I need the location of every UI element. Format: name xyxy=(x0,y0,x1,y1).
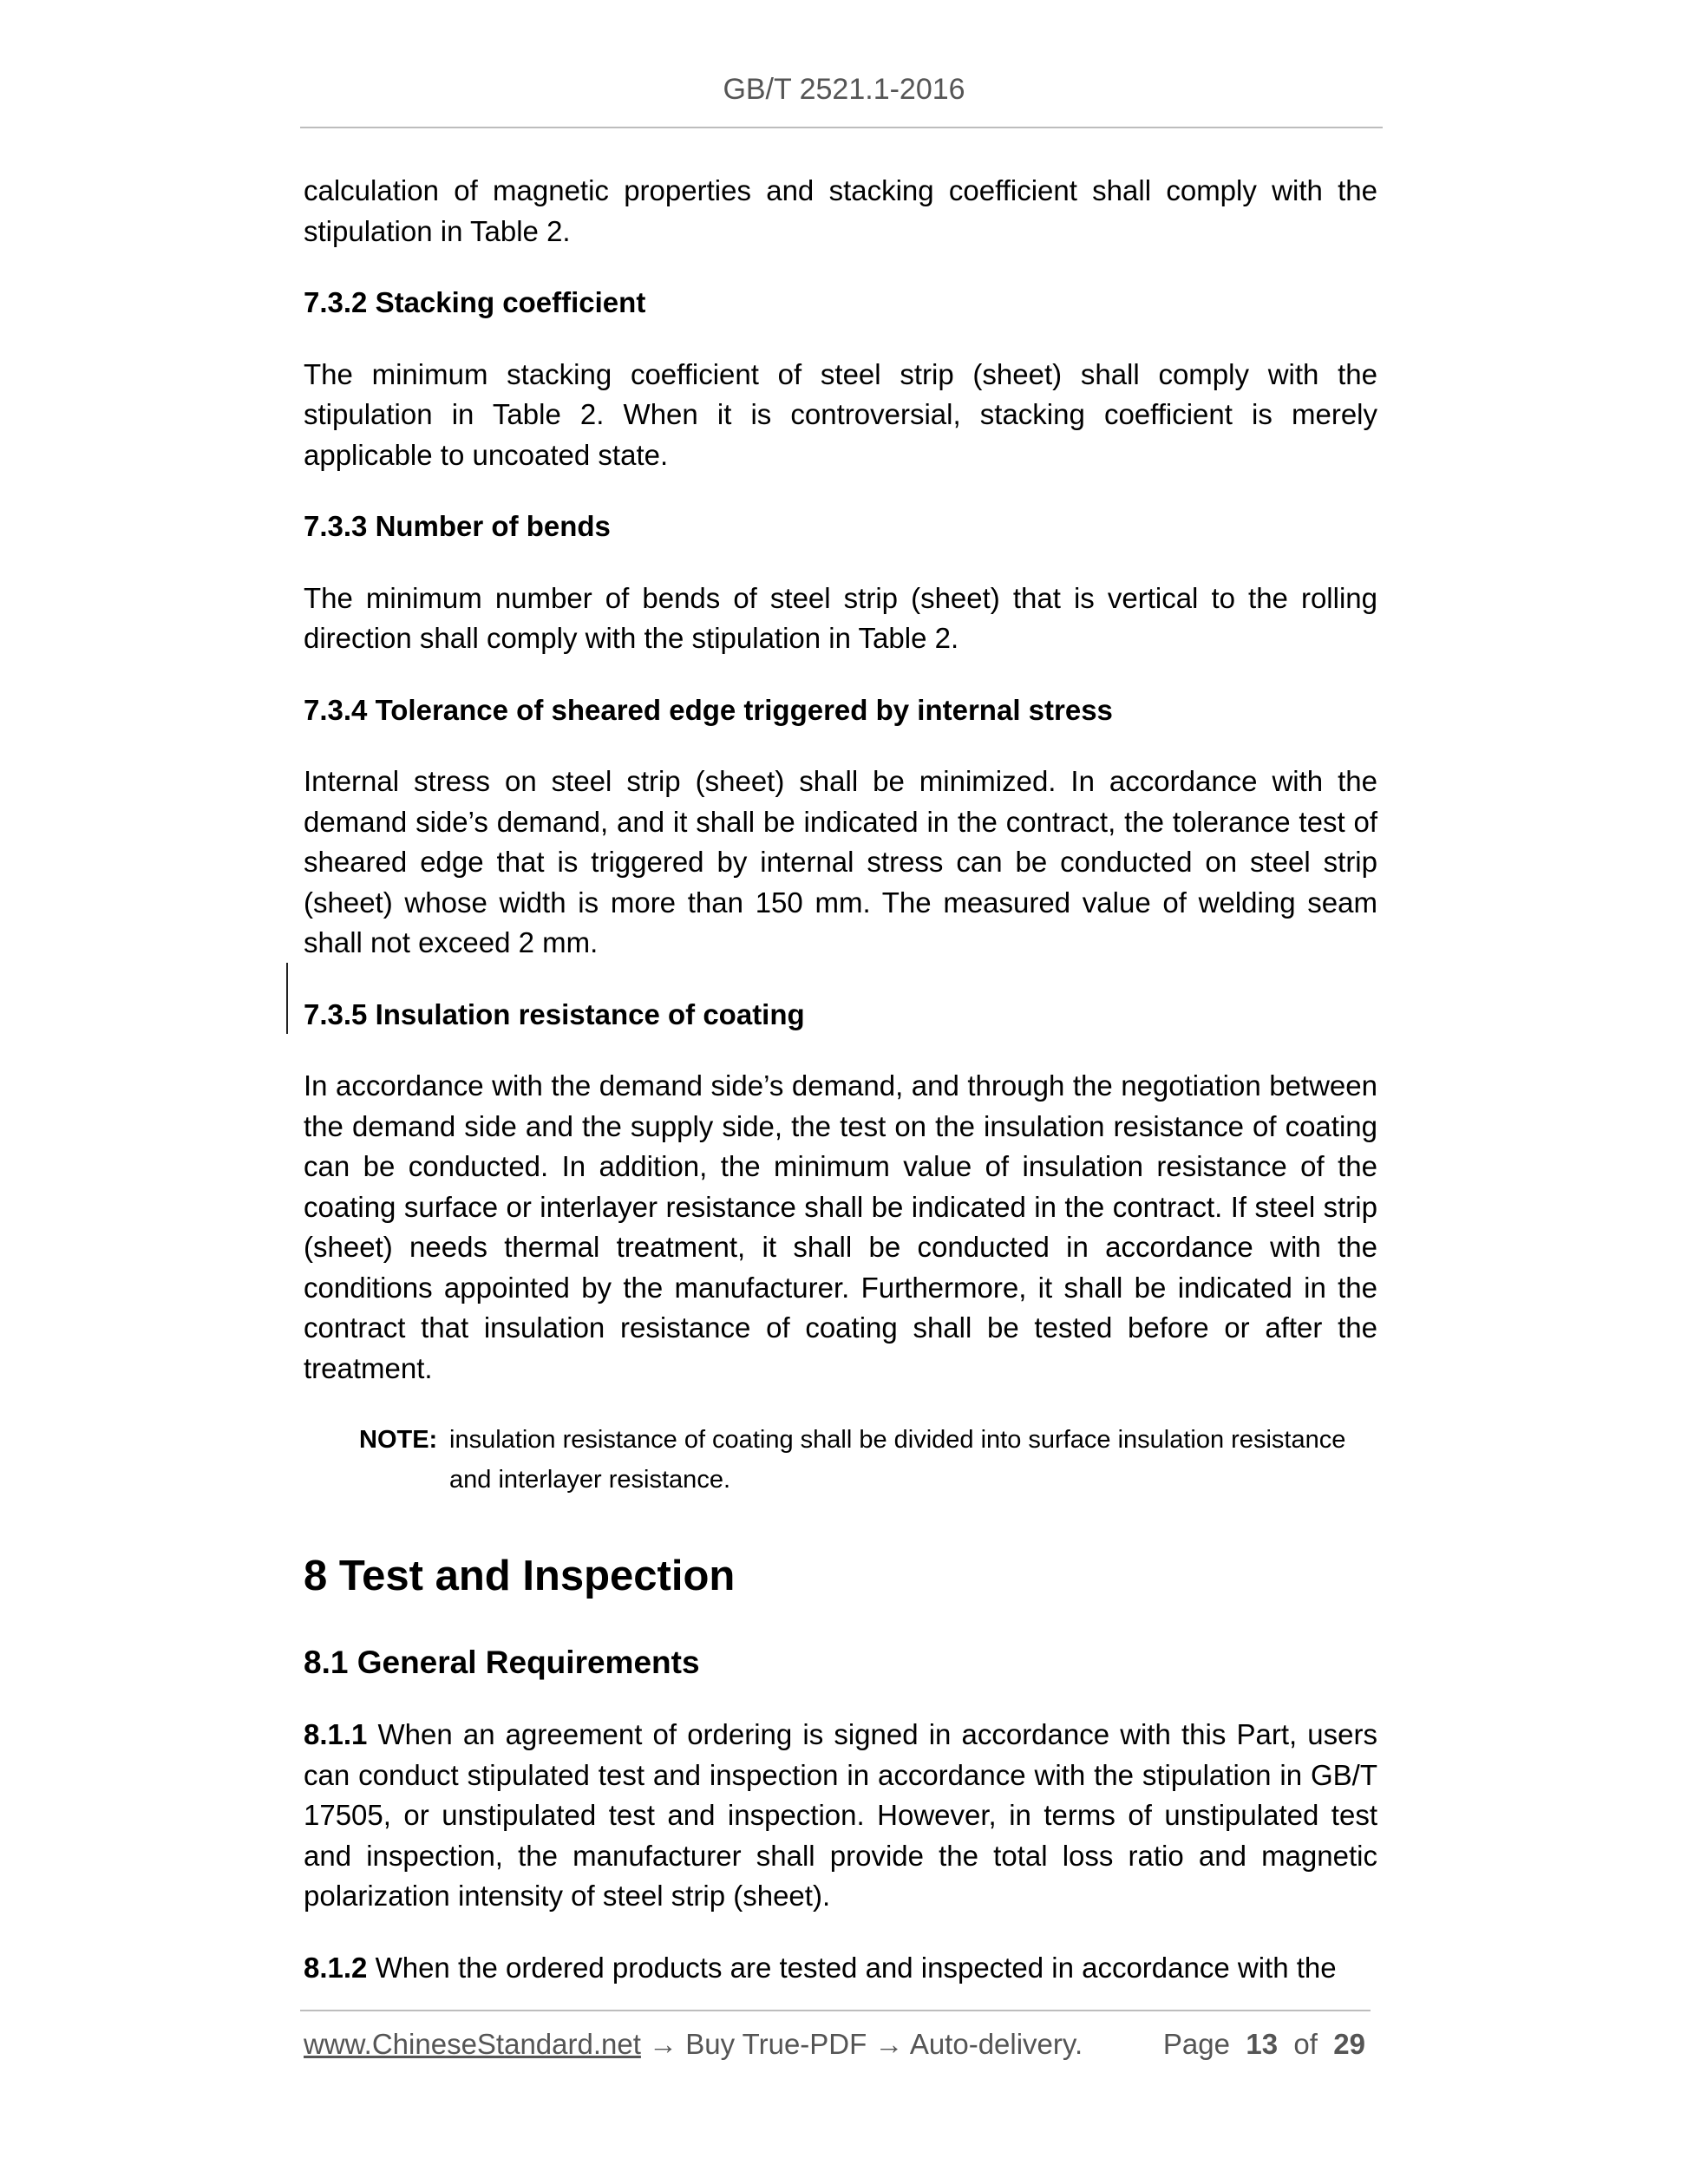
section-7-3-2-text: The minimum stacking coefficient of steel strip (sheet) shall comply with the stipulation in Table 2. When it is controversial, stacking coefficient is merely applicable to uncoated state. xyxy=(304,357,1377,471)
footer-divider xyxy=(300,2010,1371,2011)
section-8-1-heading: 8.1 General Requirements xyxy=(304,1645,700,1680)
clause-8-1-1-number: 8.1.1 xyxy=(304,1718,368,1750)
note-label: NOTE: xyxy=(359,1426,438,1454)
clause-8-1-1-text: When an agreement of ordering is signed in accordance with this Part, users can conduct stipulated test and inspection in accordance with the stipulation in GB/T 17505, or unstipulated test and inspection. However, in terms of unstipulated test and inspection, the manufacturer shall provide the total loss ratio and magnetic polarization intensity of steel strip (sheet). xyxy=(304,1718,1377,1912)
clause-8-1-1 xyxy=(304,1715,1377,1917)
section-7-3-4-text: Internal stress on steel strip (sheet) shall be minimized. In accordance with the demand side’s demand, and it shall be indicated in the contract, the tolerance test of sheared edge that is triggered by internal stress can be conducted on steel strip (sheet) whose width is more than 150 mm. The measured value of welding seam shall not exceed 2 mm. xyxy=(304,765,1377,958)
current-page-number: 13 xyxy=(1246,2028,1279,2060)
note-block xyxy=(359,1420,1377,1500)
section-7-3-3-heading: 7.3.3 Number of bends xyxy=(304,510,611,542)
note-text: insulation resistance of coating shall be divided into surface insulation resistance and interlayer resistance. xyxy=(449,1426,1346,1494)
section-7-3-5-heading: 7.3.5 Insulation resistance of coating xyxy=(304,997,805,1030)
section-7-3-5-text: In accordance with the demand side’s demand, and through the negotiation between the demand side and the supply side, the test on the insulation resistance of coating can be conducted. In addition, the minimum value of insulation resistance of the coating surface or interlayer resistance shall be indicated in the contract. If steel strip (sheet) needs thermal treatment, it shall be conducted in accordance with the conditions appointed by the manufacturer. Furthermore, it shall be indicated in the contract that insulation resistance of coating shall be tested before or after the treatment. xyxy=(304,1069,1377,1384)
chinesestandard-link[interactable]: www.ChineseStandard.net xyxy=(304,2028,641,2060)
of-label: of xyxy=(1293,2028,1318,2060)
revision-change-bar xyxy=(286,963,288,1034)
page-body xyxy=(304,171,1377,2019)
page-indicator xyxy=(1163,2028,1365,2061)
clause-8-1-2-number: 8.1.2 xyxy=(304,1951,368,1984)
document-code-header: GB/T 2521.1-2016 xyxy=(723,73,965,106)
section-8-heading: 8 Test and Inspection xyxy=(304,1553,736,1599)
clause-8-1-2-text: When the ordered products are tested and inspected in accordance with the xyxy=(367,1951,1337,1984)
header-divider xyxy=(300,127,1383,128)
section-7-3-4-heading: 7.3.4 Tolerance of sheared edge triggered by internal stress xyxy=(304,693,1113,726)
page-label: Page xyxy=(1162,2028,1230,2060)
auto-delivery-text: → Auto-delivery. xyxy=(874,2028,1083,2060)
clause-8-1-2 xyxy=(304,1948,1377,1989)
buy-pdf-text: → Buy True-PDF xyxy=(640,2028,875,2060)
footer-promo xyxy=(304,2028,1083,2061)
section-7-3-3-text: The minimum number of bends of steel strip (sheet) that is vertical to the rolling direction shall comply with the stipulation in Table 2. xyxy=(304,581,1377,654)
page-footer xyxy=(304,2028,1371,2071)
section-7-3-2-heading: 7.3.2 Stacking coefficient xyxy=(304,286,646,318)
intro-paragraph: calculation of magnetic properties and stacking coefficient shall comply with the stipulation in Table 2. xyxy=(304,174,1377,247)
total-pages-number: 29 xyxy=(1333,2028,1365,2060)
